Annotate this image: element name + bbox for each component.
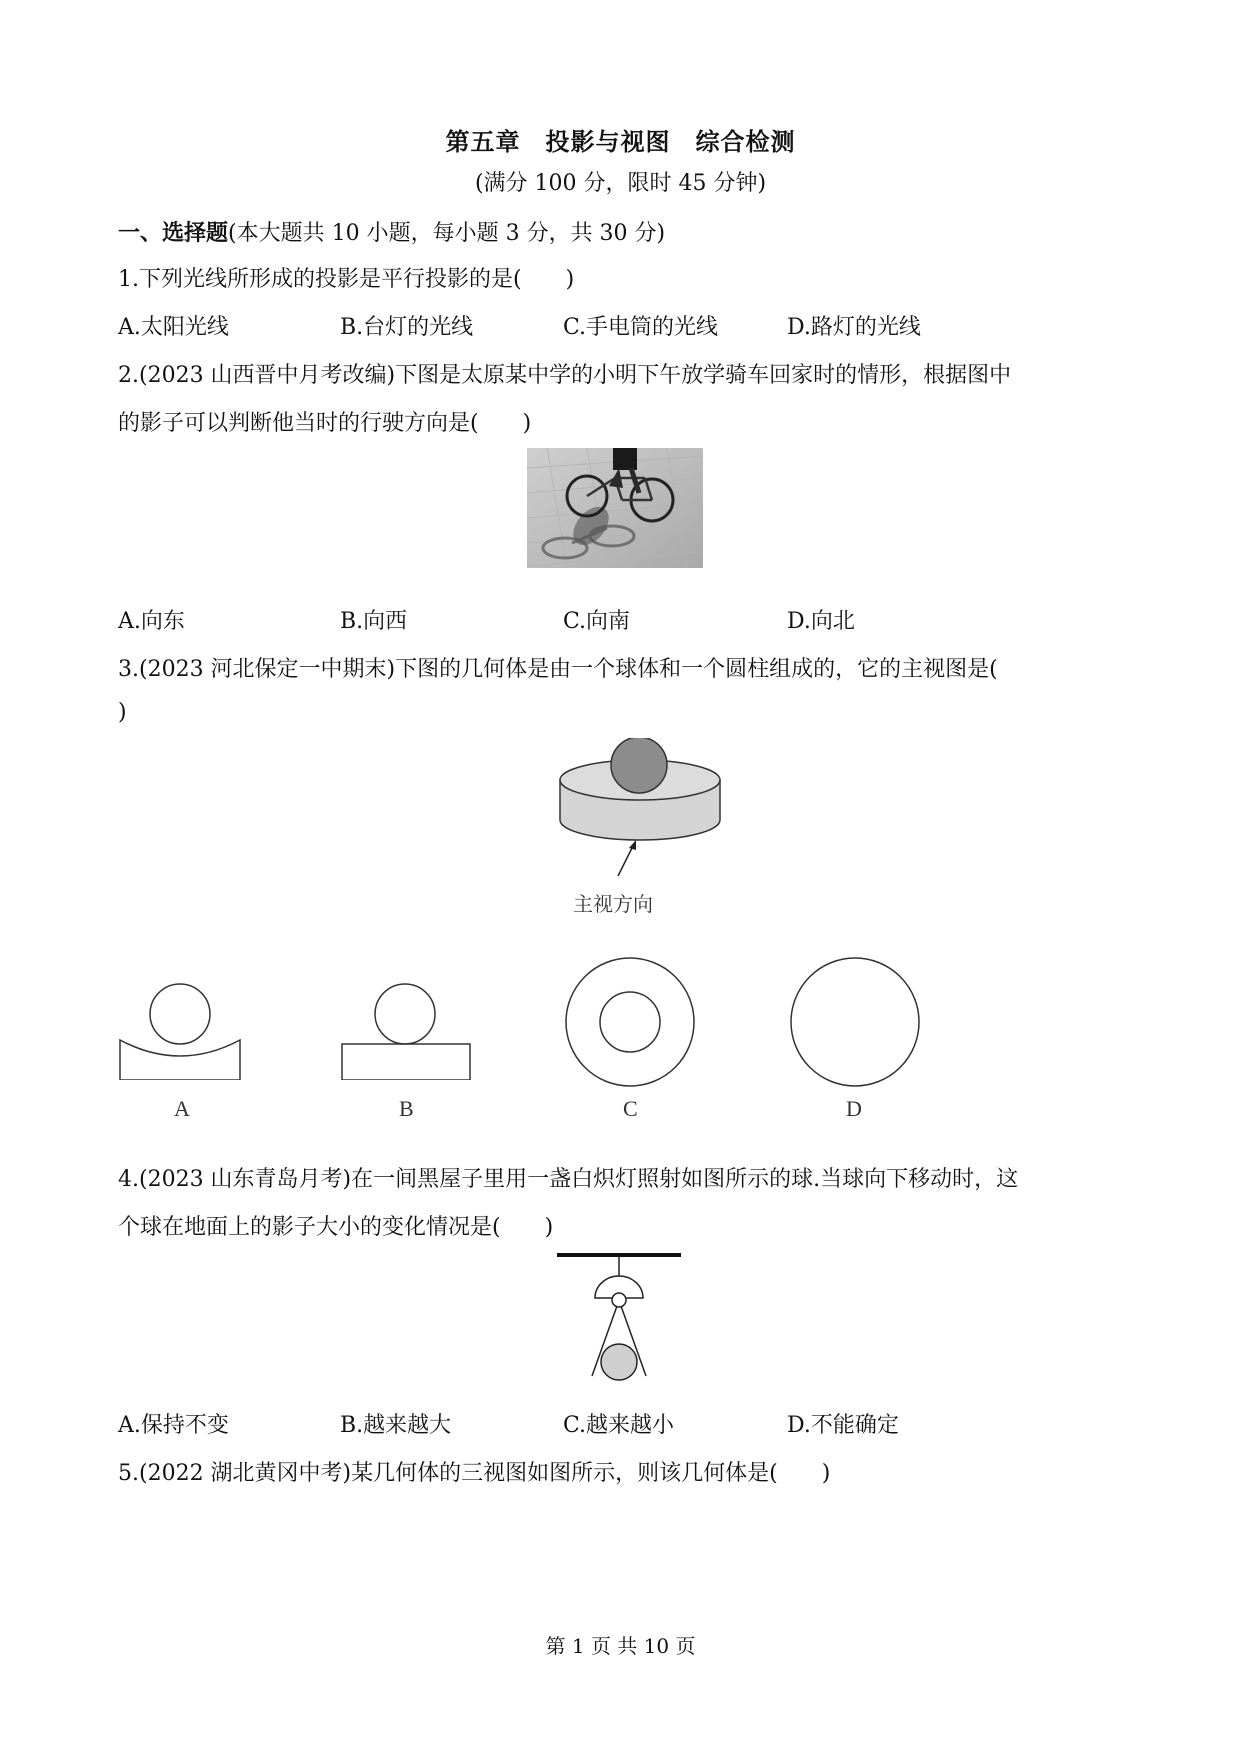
q1-option-b: B.台灯的光线 [340,315,474,340]
q3-option-c-figure [560,952,700,1092]
q1-option-c: C.手电筒的光线 [563,315,719,340]
q4-stem-line2: 个球在地面上的影子大小的变化情况是( ) [118,1215,554,1240]
page-subtitle: (满分 100 分，限时 45 分钟) [474,171,767,196]
q1-option-a: A.太阳光线 [118,315,229,340]
q3-option-c-label: C [623,1096,638,1121]
section-title: 一、选择题 [118,220,229,246]
q2-stem-line1: 2.(2023 山西晋中月考改编)下图是太原某中学的小明下午放学骑车回家时的情形，根据图中 [118,363,1012,388]
section-heading [118,216,665,247]
sphere-on-cylinder-figure [550,738,730,888]
q2-option-d: D.向北 [787,609,855,634]
q4-option-d: D.不能确定 [787,1413,899,1438]
q3-option-d-label: D [846,1096,862,1121]
q2-option-c: C.向南 [563,609,631,634]
q1-option-d: D.路灯的光线 [787,315,921,340]
q3-option-b-figure [336,960,476,1080]
q2-option-a: A.向东 [118,609,185,634]
q4-option-c: C.越来越小 [563,1413,675,1438]
page-title: 第五章 投影与视图 综合检测 [445,127,796,156]
q1-stem: 1.下列光线所形成的投影是平行投影的是( ) [118,267,575,292]
q2-option-b: B.向西 [340,609,408,634]
q3-stem-line2: ) [118,700,127,725]
lamp-ball-figure [555,1252,685,1392]
section-note: (本大题共 10 小题，每小题 3 分，共 30 分) [228,221,666,246]
front-view-direction-label: 主视方向 [573,894,653,916]
cyclist-shadow-photo [527,448,703,568]
q4-option-b: B.越来越大 [340,1413,452,1438]
q4-option-a: A.保持不变 [118,1413,229,1438]
q3-option-b-label: B [399,1096,414,1121]
q5-stem: 5.(2022 湖北黄冈中考)某几何体的三视图如图所示，则该几何体是( ) [118,1461,831,1486]
q3-option-a-figure [112,960,252,1080]
q4-stem-line1: 4.(2023 山东青岛月考)在一间黑屋子里用一盏白炽灯照射如图所示的球.当球向下移动时，这 [118,1167,1019,1192]
q3-option-d-figure [785,952,925,1092]
q3-option-a-label: A [174,1096,190,1121]
page-footer: 第 1 页 共 10 页 [545,1634,696,1658]
q2-stem-line2: 的影子可以判断他当时的行驶方向是( ) [118,411,532,436]
q3-stem-line1: 3.(2023 河北保定一中期末)下图的几何体是由一个球体和一个圆柱组成的，它的主视图是( [118,657,998,682]
